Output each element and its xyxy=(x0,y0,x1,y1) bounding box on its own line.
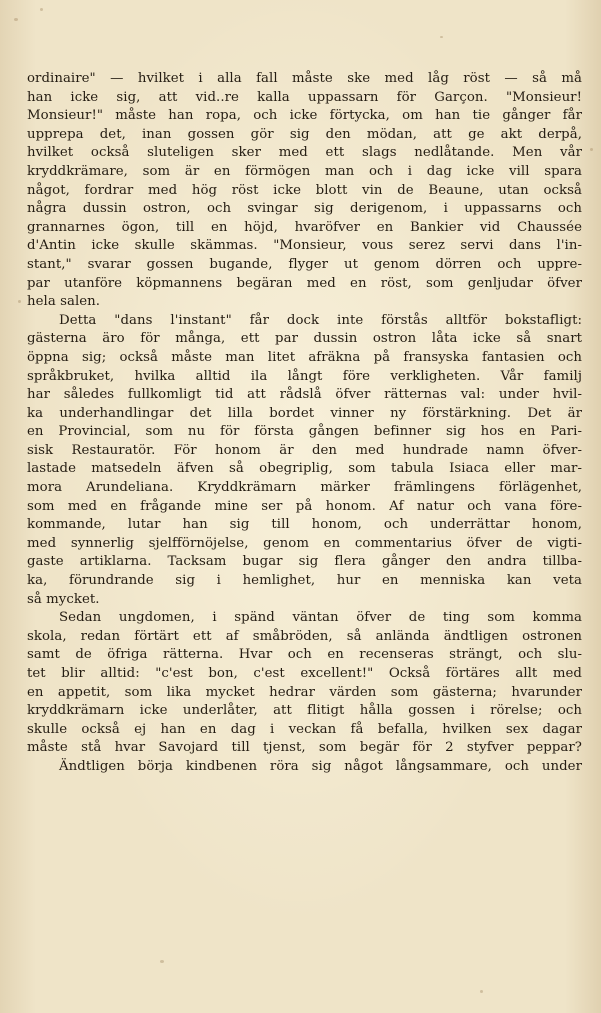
text-line: Detta "dans l'instant" får dock inte förstås alltför bokstafligt: xyxy=(59,312,582,328)
text-line: skola, redan förtärt ett af småbröden, så anlända ändtligen ostronen xyxy=(27,628,582,644)
text-line: som med en frågande mine ser på honom. Af natur och vana före- xyxy=(27,498,582,514)
body-text xyxy=(27,70,582,777)
paper-foxing-spot xyxy=(40,8,43,11)
text-line: kryddkrämarn icke underlåter, att flitigt hålla gossen i rörelse; och xyxy=(27,703,582,719)
text-line: en appetit, som lika mycket hedrar värden som gästerna; hvarunder xyxy=(27,684,582,700)
text-line: upprepa det, inan gossen gör sig den mödan, att ge akt derpå, xyxy=(27,126,582,142)
text-line: par utanföre köpmannens begäran med en röst, som genljudar öfver xyxy=(27,275,582,291)
paper-foxing-spot xyxy=(14,18,18,21)
text-line: hvilket också sluteligen sker med ett slags nedlåtande. Men vår xyxy=(27,145,582,161)
text-line: gaste artiklarna. Tacksam bugar sig flera gånger den andra tillba- xyxy=(27,554,582,570)
text-line: språkbruket, hvilka alltid ila långt före verkligheten. Vår familj xyxy=(27,368,582,384)
text-line: ka, förundrande sig i hemlighet, hur en menniska kan veta xyxy=(27,573,582,589)
text-line: kryddkrämare, som är en förmögen man och i dag icke vill spara xyxy=(27,163,582,179)
text-line: ka underhandlingar det lilla bordet vinner ny förstärkning. Det är xyxy=(27,405,582,421)
text-line: Monsieur!" måste han ropa, och icke förtycka, om han tie gånger får xyxy=(27,108,582,124)
text-line: hela salen. xyxy=(27,294,101,310)
paper-foxing-spot xyxy=(18,300,21,303)
text-line: han icke sig, att vid..re kalla uppassarn för Garçon. "Monsieur! xyxy=(27,89,582,105)
text-line: lastade matsedeln äfven så obegriplig, som tabula Isiaca eller mar- xyxy=(27,461,582,477)
text-line: d'Antin icke skulle skämmas. "Monsieur, vous serez servi dans l'in- xyxy=(27,238,582,254)
text-line: ordinaire" — hvilket i alla fall måste ske med låg röst — så må xyxy=(27,71,582,86)
paper-foxing-spot xyxy=(480,990,483,993)
text-line: kommande, lutar han sig till honom, och underrättar honom, xyxy=(27,517,582,533)
text-line: mora Arundeliana. Kryddkrämarn märker främlingens förlägenhet, xyxy=(27,480,582,496)
text-line: måste stå hvar Savojard till tjenst, som begär för 2 styfver peppar? xyxy=(27,740,582,756)
text-line: samt de öfriga rätterna. Hvar och en recenseras strängt, och slu- xyxy=(27,647,582,663)
text-line: har således fullkomligt tid att rådslå öfver rätternas val: under hvil- xyxy=(27,387,582,403)
text-line: några dussin ostron, och svingar sig derigenom, i uppassarns och xyxy=(27,201,582,217)
text-line: Sedan ungdomen, i spänd väntan öfver de ting som komma xyxy=(59,610,582,626)
text-line: Ändtligen börja kindbenen röra sig något långsammare, och under xyxy=(59,758,582,774)
paper-foxing-spot xyxy=(590,148,593,151)
text-line: gästerna äro för många, ett par dussin ostron låta icke så snart xyxy=(27,331,582,347)
paper-foxing-spot xyxy=(440,36,443,38)
text-line: skulle också ej han en dag i veckan få befalla, hvilken sex dagar xyxy=(27,721,582,737)
text-line: en Provincial, som nu för första gången befinner sig hos en Pari- xyxy=(27,424,582,440)
text-line: grannarnes ögon, till en höjd, hvaröfver en Bankier vid Chaussée xyxy=(27,219,582,235)
text-line: så mycket. xyxy=(27,591,100,607)
text-line: öppna sig; också måste man litet afräkna på fransyska fantasien och xyxy=(27,349,582,365)
text-line: något, fordrar med hög röst icke blott vin de Beaune, utan också xyxy=(27,182,582,198)
text-line: stant," svarar gossen bugande, flyger ut genom dörren och uppre- xyxy=(27,256,582,272)
text-line: sisk Restauratör. För honom är den med hundrade namn öfver- xyxy=(27,442,582,458)
text-line: tet blir alltid: "c'est bon, c'est excellent!" Också förtäres allt med xyxy=(27,666,582,681)
text-line: med synnerlig sjelfförnöjelse, genom en commentarius öfver de vigti- xyxy=(27,535,582,551)
paper-foxing-spot xyxy=(160,960,164,963)
